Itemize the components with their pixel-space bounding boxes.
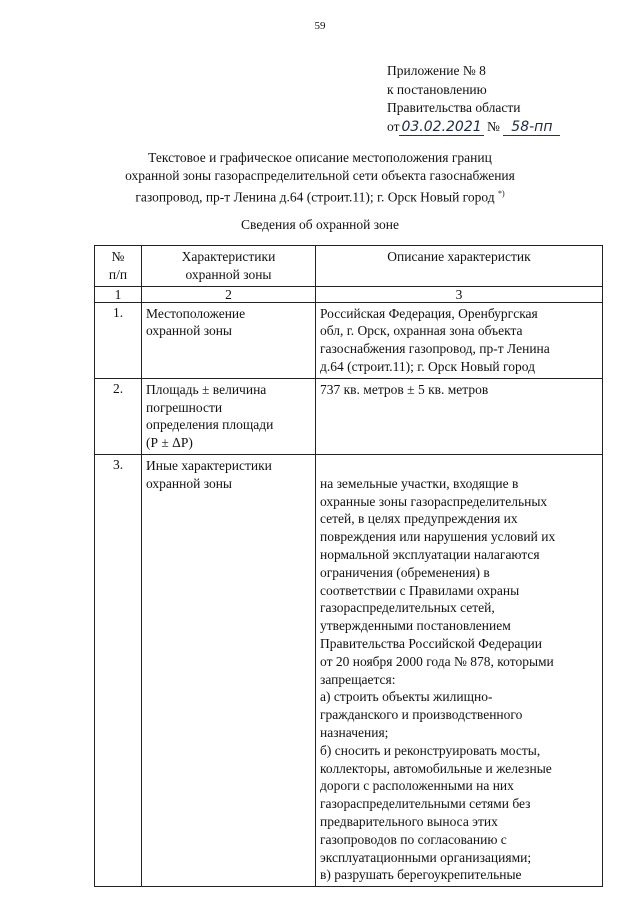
appendix-date-line [387, 118, 560, 137]
zone-info-table [94, 245, 603, 887]
title-line [60, 185, 580, 207]
table-row [95, 454, 603, 886]
title-line: охранной зоны газораспределительной сети объекта газоснабжения [125, 168, 515, 183]
row-characteristic: Местоположение охранной зоны [142, 302, 316, 378]
section-subtitle: Сведения об охранной зоне [241, 217, 399, 232]
appendix-block [387, 62, 560, 136]
appendix-line: к постановлению [387, 81, 487, 97]
handwritten-number: 58-пп [503, 119, 560, 136]
title-line: Текстовое и графическое описание местоположения границ [148, 150, 492, 165]
row-number: 3. [95, 454, 142, 886]
table-header-row [95, 246, 603, 287]
header-description: Описание характеристик [316, 246, 603, 287]
date-prefix: от [387, 118, 400, 134]
row-characteristic: Площадь ± величина погрешности определения площади (Р ± ΔР) [142, 378, 316, 454]
row-description: 737 кв. метров ± 5 кв. метров [316, 378, 603, 454]
column-number: 1 [95, 286, 142, 302]
footnote-mark: *) [498, 189, 505, 198]
header-number: № п/п [95, 246, 142, 287]
appendix-line: Приложение № 8 [387, 63, 486, 78]
appendix-line: Правительства области [387, 100, 521, 115]
handwritten-date: 03.02.2021 [401, 118, 482, 135]
row-description: на земельные участки, входящие в охранные зоны газораспределительных сетей, в целях предупреждения их повреждения или нарушения условий их нормальной эксплуатации налагаются ограничения (обременения) в соответствии с Правилами охраны газораспределительных сетей, утвержденными постановлением Правительства Российской Федерации от 20 ноября 2000 года № 878, которыми запрещается: а) строить объекты жилищно- гражданского и производственного назначения; б) сносить и реконструировать мосты, коллекторы, автомобильные и железные дороги с расположенными на них газораспределительными сетями без предварительного выноса этих газопроводов по согласованию с эксплуатационными организациями; в) разрушать берегоукрепительные [316, 454, 603, 886]
table-row [95, 378, 603, 454]
header-characteristics: Характеристики охранной зоны [142, 246, 316, 287]
number-sign: № [487, 118, 500, 134]
table-column-numbers-row [95, 286, 603, 302]
row-description: Российская Федерация, Оренбургская обл, г. Орск, охранная зона объекта газоснабжения газопровод, пр-т Ленина д.64 (строит.11); г. Орск Новый город [316, 302, 603, 378]
row-number: 1. [95, 302, 142, 378]
document-title [60, 149, 580, 207]
table-row [95, 302, 603, 378]
row-characteristic: Иные характеристики охранной зоны [142, 454, 316, 886]
column-number: 2 [142, 286, 316, 302]
title-line-text: газопровод, пр-т Ленина д.64 (строит.11); г. Орск Новый город [135, 189, 495, 205]
row-number: 2. [95, 378, 142, 454]
page-number: 59 [314, 20, 326, 32]
column-number: 3 [316, 286, 603, 302]
